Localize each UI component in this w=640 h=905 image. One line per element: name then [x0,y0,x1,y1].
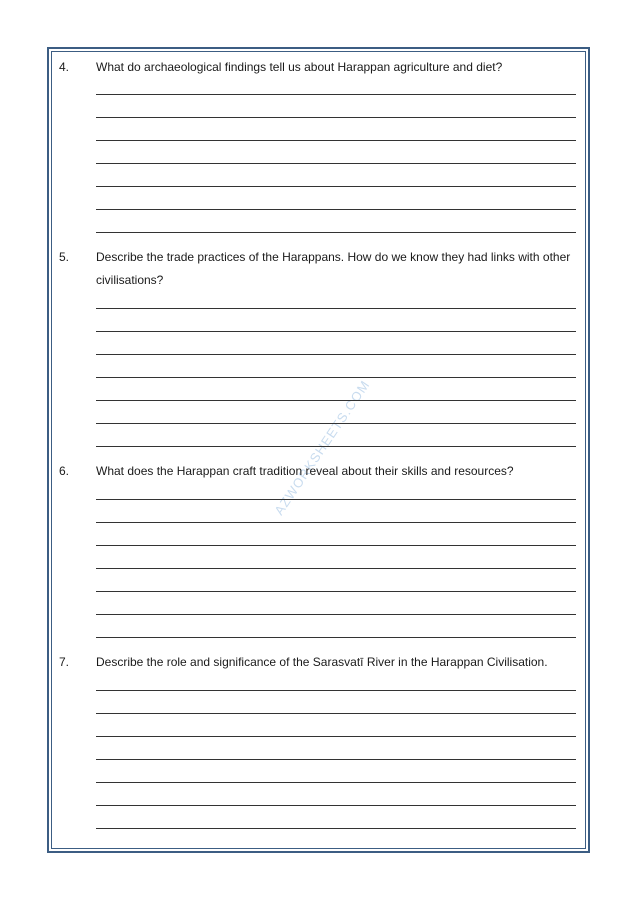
answer-line[interactable] [96,400,576,401]
answer-line[interactable] [96,163,576,164]
answer-line[interactable] [96,140,576,141]
question-number: 5. [59,250,70,264]
question-number: 6. [59,464,70,478]
answer-line[interactable] [96,232,576,233]
question-number: 4. [59,60,70,74]
answer-line[interactable] [96,759,576,760]
answer-line[interactable] [96,545,576,546]
question-text: What do archaeological findings tell us about Harappan agriculture and diet? [96,60,503,74]
question-text: Describe the trade practices of the Harappans. How do we know they had links with other civilisations? [96,250,571,287]
answer-line[interactable] [96,308,576,309]
answer-line[interactable] [96,331,576,332]
answer-line[interactable] [96,423,576,424]
answer-line[interactable] [96,805,576,806]
answer-line[interactable] [96,591,576,592]
answer-line[interactable] [96,690,576,691]
watermark-text: AZWORKSHEETS.COM [271,377,373,518]
question-text: Describe the role and significance of the Sarasvatī River in the Harappan Civilisation. [96,655,548,669]
answer-line[interactable] [96,828,576,829]
answer-line[interactable] [96,354,576,355]
answer-line[interactable] [96,186,576,187]
question-text: What does the Harappan craft tradition reveal about their skills and resources? [96,464,514,478]
answer-line[interactable] [96,782,576,783]
answer-line[interactable] [96,94,576,95]
answer-line[interactable] [96,209,576,210]
answer-line[interactable] [96,568,576,569]
answer-line[interactable] [96,614,576,615]
answer-line[interactable] [96,713,576,714]
answer-line[interactable] [96,499,576,500]
answer-line[interactable] [96,522,576,523]
answer-line[interactable] [96,117,576,118]
answer-line[interactable] [96,446,576,447]
answer-line[interactable] [96,736,576,737]
answer-line[interactable] [96,637,576,638]
question-number: 7. [59,655,70,669]
answer-line[interactable] [96,377,576,378]
